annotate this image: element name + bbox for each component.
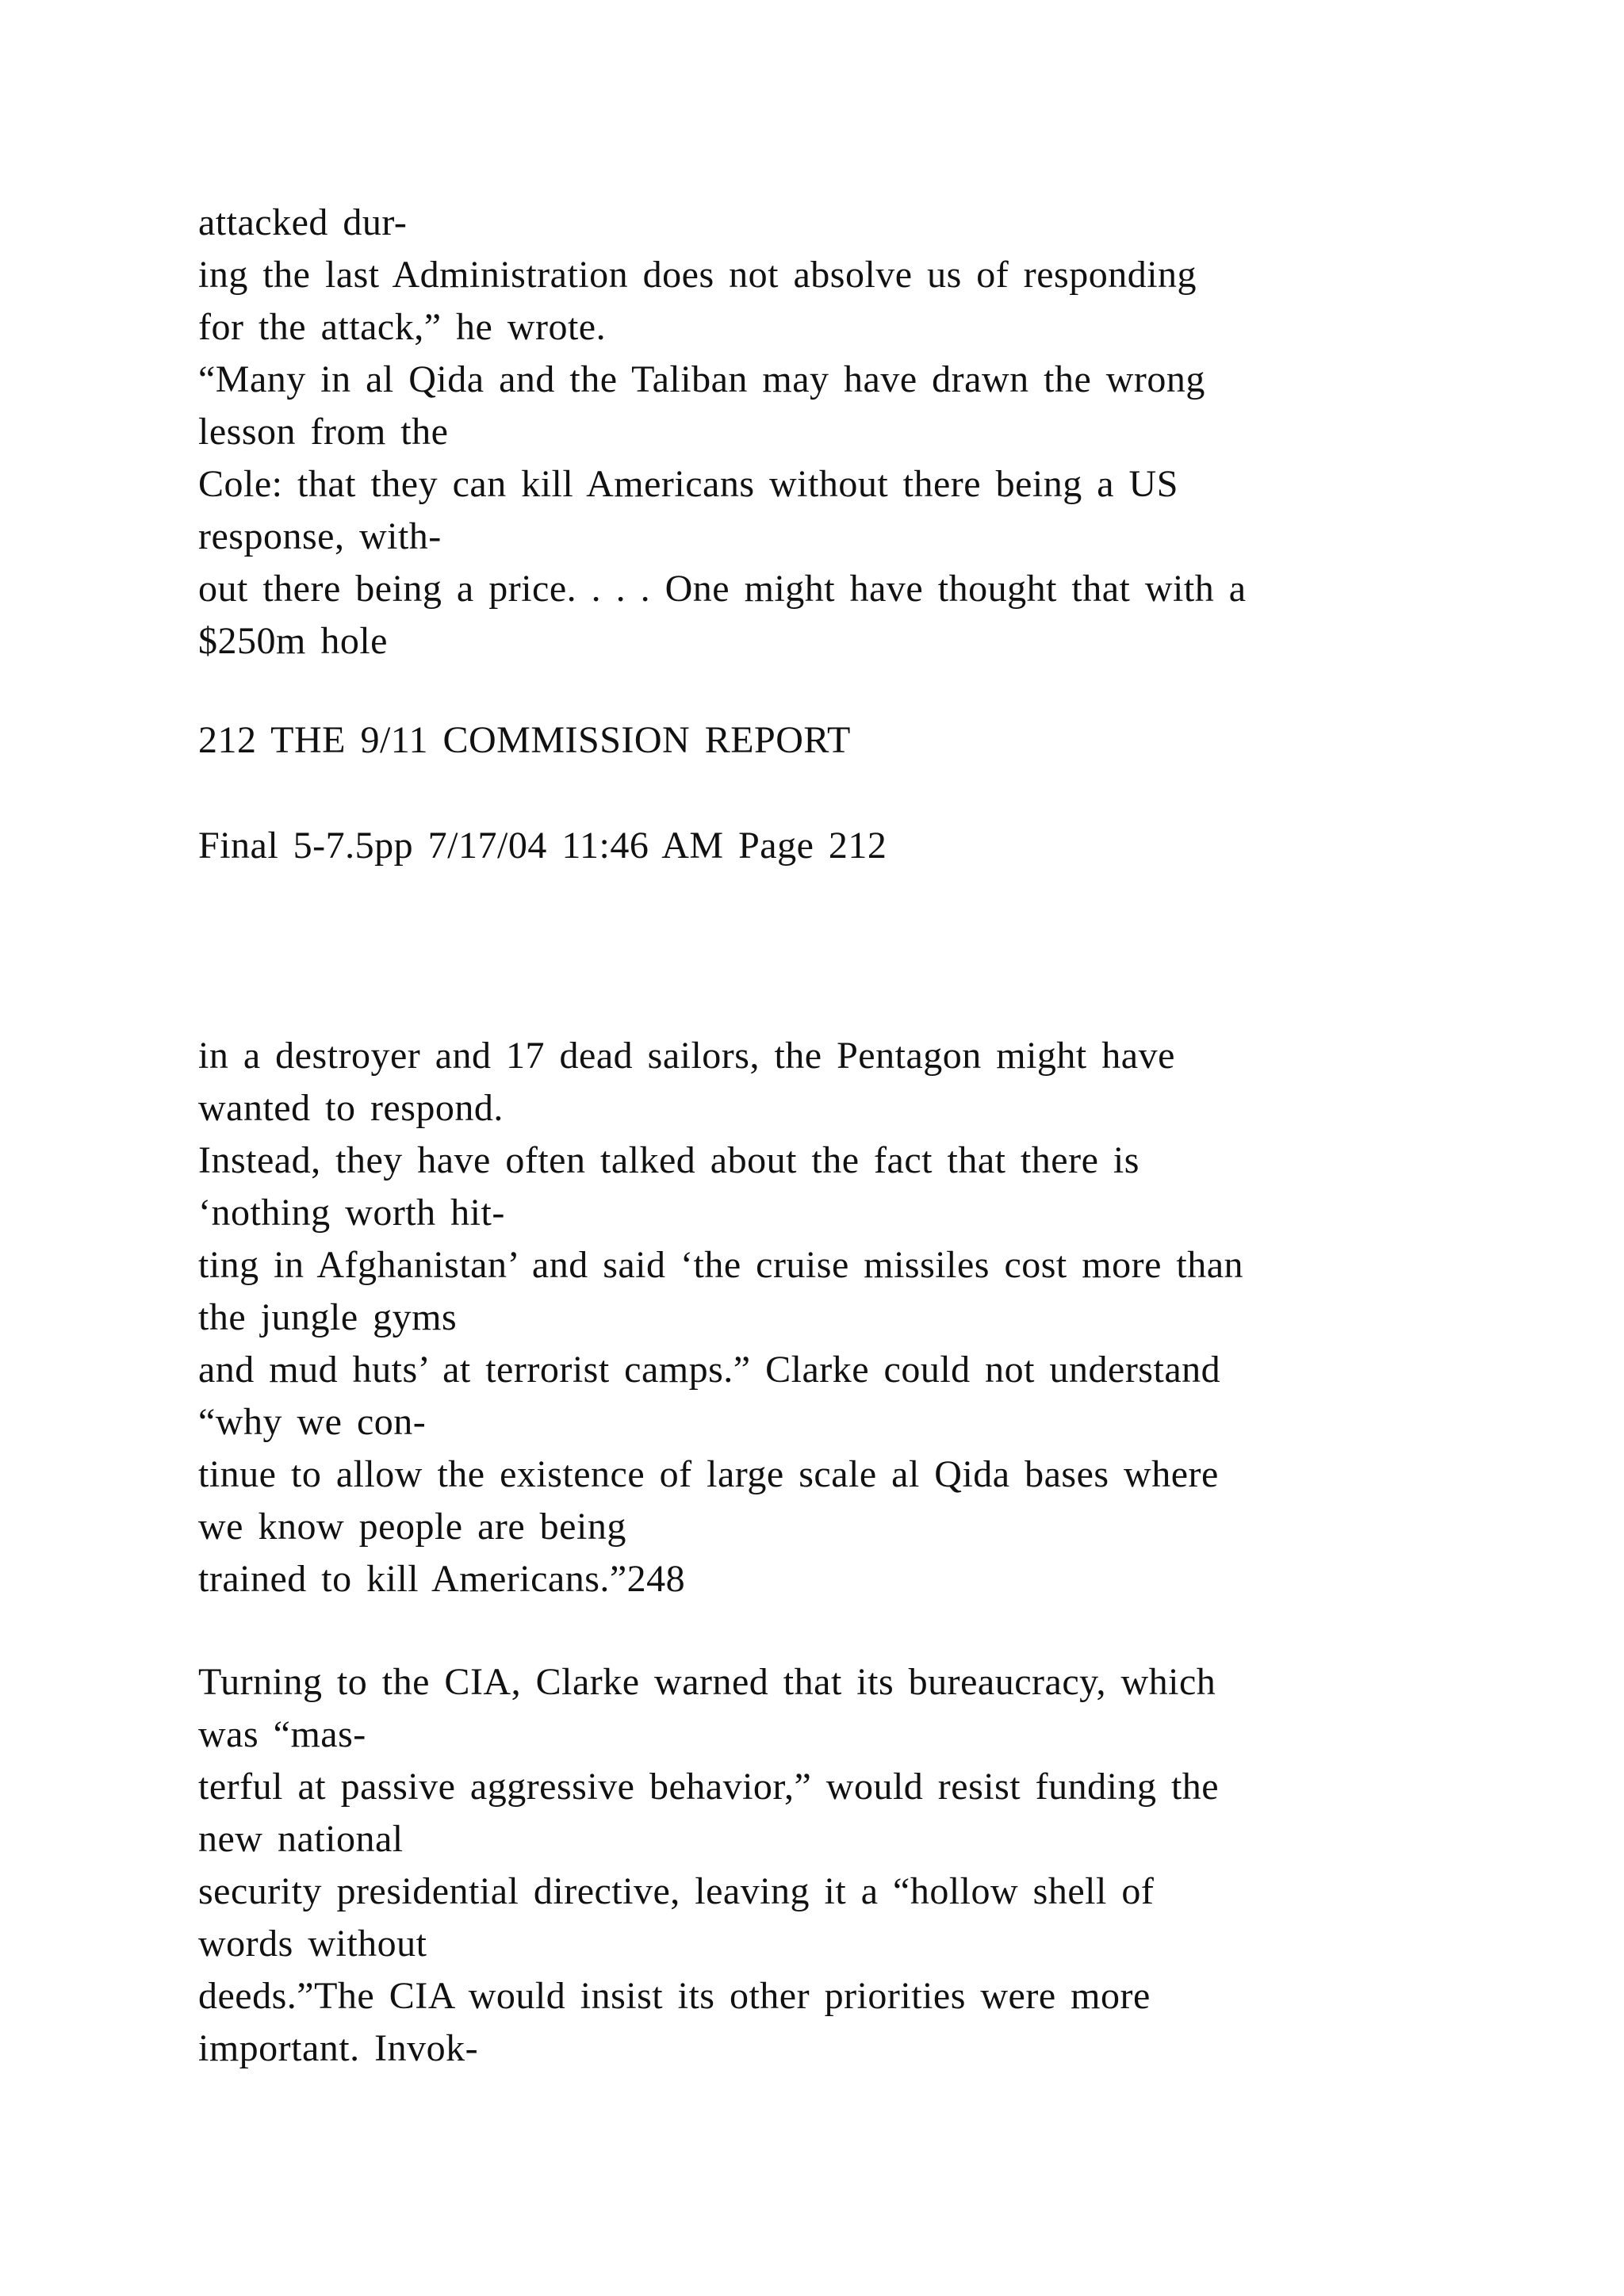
text-line: ing the last Administration does not absolve us of responding [198, 254, 1197, 296]
text-line: terful at passive aggressive behavior,” would resist funding the [198, 1766, 1220, 1808]
text-line: important. Invok- [198, 2027, 479, 2069]
text-line: Turning to the CIA, Clarke warned that its bureaucracy, which [198, 1661, 1216, 1703]
text-line: “why we con- [198, 1401, 427, 1443]
text-line: tinue to allow the existence of large scale al Qida bases where [198, 1453, 1219, 1495]
text-line: deeds.”The CIA would insist its other priorities were more [198, 1975, 1151, 2017]
text-line: attacked dur- [198, 201, 408, 243]
running-header [198, 714, 851, 767]
text-block [198, 197, 1247, 668]
text-line: Instead, they have often talked about the fact that there is [198, 1139, 1139, 1181]
text-line: and mud huts’ at terrorist camps.” Clarke could not understand [198, 1349, 1221, 1391]
text-line: trained to kill Americans.”248 [198, 1558, 686, 1600]
text-line: lesson from the [198, 411, 449, 453]
text-line: in a destroyer and 17 dead sailors, the Pentagon might have [198, 1035, 1175, 1077]
print-slug [198, 820, 887, 872]
text-line: Cole: that they can kill Americans without there being a US [198, 463, 1178, 505]
text-line: words without [198, 1923, 427, 1965]
text-line: “Many in al Qida and the Taliban may have drawn the wrong [198, 358, 1205, 400]
print-slug-text: Final 5-7.5pp 7/17/04 11:46 AM Page 212 [198, 825, 887, 867]
text-line: response, with- [198, 515, 442, 557]
text-line: out there being a price. . . . One might have thought that with a [198, 568, 1247, 610]
text-block [198, 1030, 1243, 1605]
text-line: ting in Afghanistan’ and said ‘the cruise missiles cost more than [198, 1244, 1244, 1286]
text-line: was “mas- [198, 1713, 366, 1755]
text-line: ‘nothing worth hit- [198, 1192, 505, 1234]
text-line: for the attack,” he wrote. [198, 306, 607, 348]
text-line: the jungle gyms [198, 1296, 458, 1338]
text-line: we know people are being [198, 1506, 626, 1548]
text-line: new national [198, 1818, 404, 1860]
text-block [198, 1656, 1219, 2075]
text-line: wanted to respond. [198, 1087, 504, 1129]
text-line: $250m hole [198, 620, 388, 662]
page-header-text: 212 THE 9/11 COMMISSION REPORT [198, 719, 851, 761]
text-line: security presidential directive, leaving it a “hollow shell of [198, 1870, 1155, 1912]
